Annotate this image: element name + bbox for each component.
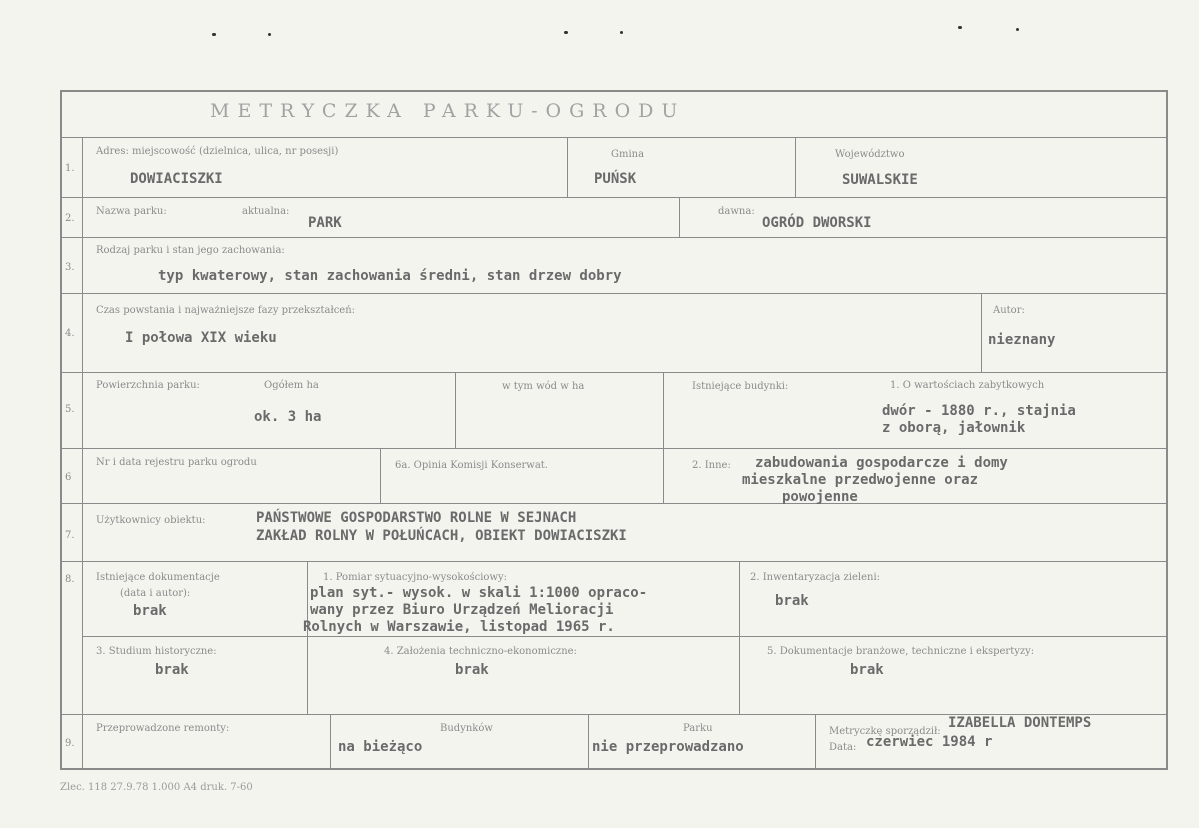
gmina-label: Gmina [611,149,645,160]
cell-divider [455,372,456,448]
row-number: 6 [65,472,72,483]
documentation-sub-label: (data i autor): [120,588,191,599]
park-type-value: typ kwaterowy, stan zachowania średni, stan drzew dobry [158,268,622,284]
park-renovation-value: nie przeprowadzano [592,739,744,755]
commission-opinion-label: 6a. Opinia Komisji Konserwat. [395,460,548,471]
scan-speck [564,31,568,34]
park-renovation-label: Parku [683,723,713,734]
water-area-label: w tym wód w ha [502,381,585,392]
cell-divider [795,137,796,197]
row-divider [60,448,1168,449]
cell-divider [380,448,381,503]
row-number: 9. [65,738,75,749]
row-divider [60,237,1168,238]
renovations-label: Przeprowadzone remonty: [96,723,230,734]
area-label: Powierzchnia parku: [96,380,200,391]
heritage-label: 1. O wartościach zabytkowych [890,380,1045,391]
row-divider [60,197,1168,198]
survey-value-line3: Rolnych w Warszawie, listopad 1965 r. [303,619,615,635]
origin-value: I połowa XIX wieku [125,330,277,346]
row-number: 4. [65,328,75,339]
row-number: 2. [65,213,75,224]
greenery-inventory-value: brak [775,593,809,609]
voivodeship-label: Województwo [835,149,905,160]
number-column-line [82,137,83,770]
cell-divider [663,448,664,503]
date-label: Data: [829,742,857,753]
scan-speck [212,33,216,36]
survey-value-line1: plan syt.- wysok. w skali 1:1000 opraco- [310,585,648,601]
historical-study-value: brak [155,662,189,678]
other-buildings-line3: powojenne [782,489,858,505]
total-area-label: Ogółem ha [264,380,319,391]
cell-divider [330,714,331,770]
other-buildings-line1: zabudowania gospodarcze i domy [755,455,1008,471]
origin-label: Czas powstania i najważniejsze fazy przekształceń: [96,305,356,316]
scan-speck [958,26,962,29]
cell-divider [981,293,982,372]
survey-label: 1. Pomiar sytuacyjno-wysokościowy: [323,572,508,583]
cell-divider [567,137,568,197]
documentation-value: brak [133,603,167,619]
voivodeship-value: SUWALSKIE [842,172,918,188]
users-label: Użytkownicy obiektu: [96,515,206,526]
technical-assumptions-label: 4. Założenia techniczno-ekonomiczne: [384,646,577,657]
row-divider [60,293,1168,294]
former-name-label: dawna: [718,206,755,217]
cell-divider [815,714,816,770]
buildings-renovation-label: Budynków [440,723,493,734]
technical-assumptions-value: brak [455,662,489,678]
park-name-label: Nazwa parku: [96,206,167,217]
total-area-value: ok. 3 ha [254,409,322,425]
scan-speck [1016,28,1019,31]
buildings-label: Istniejące budynki: [692,381,789,392]
documentation-label: Istniejące dokumentacje [96,572,220,583]
row-divider [60,561,1168,562]
date-value: czerwiec 1984 r [866,734,993,750]
other-buildings-label: 2. Inne: [692,460,731,471]
former-name-value: OGRÓD DWORSKI [762,215,872,231]
print-footer: Zlec. 118 27.9.78 1.000 A4 druk. 7-60 [60,782,253,793]
row-divider [60,372,1168,373]
historical-study-label: 3. Studium historyczne: [96,646,217,657]
current-name-value: PARK [308,215,342,231]
row-divider [60,503,1168,504]
author-value: nieznany [988,332,1056,348]
users-value-line1: PAŃSTWOWE GOSPODARSTWO ROLNE W SEJNACH [256,510,577,526]
survey-value-line2: wany przez Biuro Urządzeń Melioracji [310,602,614,618]
heritage-value-line1: dwór - 1880 r., stajnia [882,403,1076,419]
expert-docs-label: 5. Dokumentacje branżowe, techniczne i ekspertyzy: [767,646,1035,657]
row-number: 7. [65,530,75,541]
row-number: 3. [65,262,75,273]
row-number: 5. [65,404,75,415]
park-type-label: Rodzaj parku i stan jego zachowania: [96,245,285,256]
row-divider [60,137,1168,138]
users-value-line2: ZAKŁAD ROLNY W POŁUŃCACH, OBIEKT DOWIACISZKI [256,528,627,544]
scan-speck [268,33,271,36]
row-number: 1. [65,163,75,174]
heritage-value-line2: z oborą, jałownik [882,420,1026,436]
author-label: Autor: [993,305,1025,316]
other-buildings-line2: mieszkalne przedwojenne oraz [742,472,979,488]
scan-speck [620,31,623,34]
gmina-value: PUŃSK [594,171,637,187]
expert-docs-value: brak [850,662,884,678]
buildings-renovation-value: na bieżąco [338,739,423,755]
address-label: Adres: miejscowość (dzielnica, ulica, nr posesji) [96,146,339,157]
form-title: METRYCZKA PARKU-OGRODU [210,100,686,122]
prepared-by-label: Metryczkę sporządził: [829,726,941,737]
cell-divider [663,372,664,448]
cell-divider [739,561,740,714]
current-name-label: aktualna: [242,206,290,217]
cell-divider [307,561,308,714]
cell-divider [588,714,589,770]
row-number: 8. [65,574,75,585]
row-divider [82,636,1168,637]
greenery-inventory-label: 2. Inwentaryzacja zieleni: [750,572,881,583]
registry-label: Nr i data rejestru parku ogrodu [96,457,257,468]
prepared-by-value: IZABELLA DONTEMPS [948,715,1092,731]
address-value: DOWIACISZKI [130,171,223,187]
cell-divider [679,197,680,237]
